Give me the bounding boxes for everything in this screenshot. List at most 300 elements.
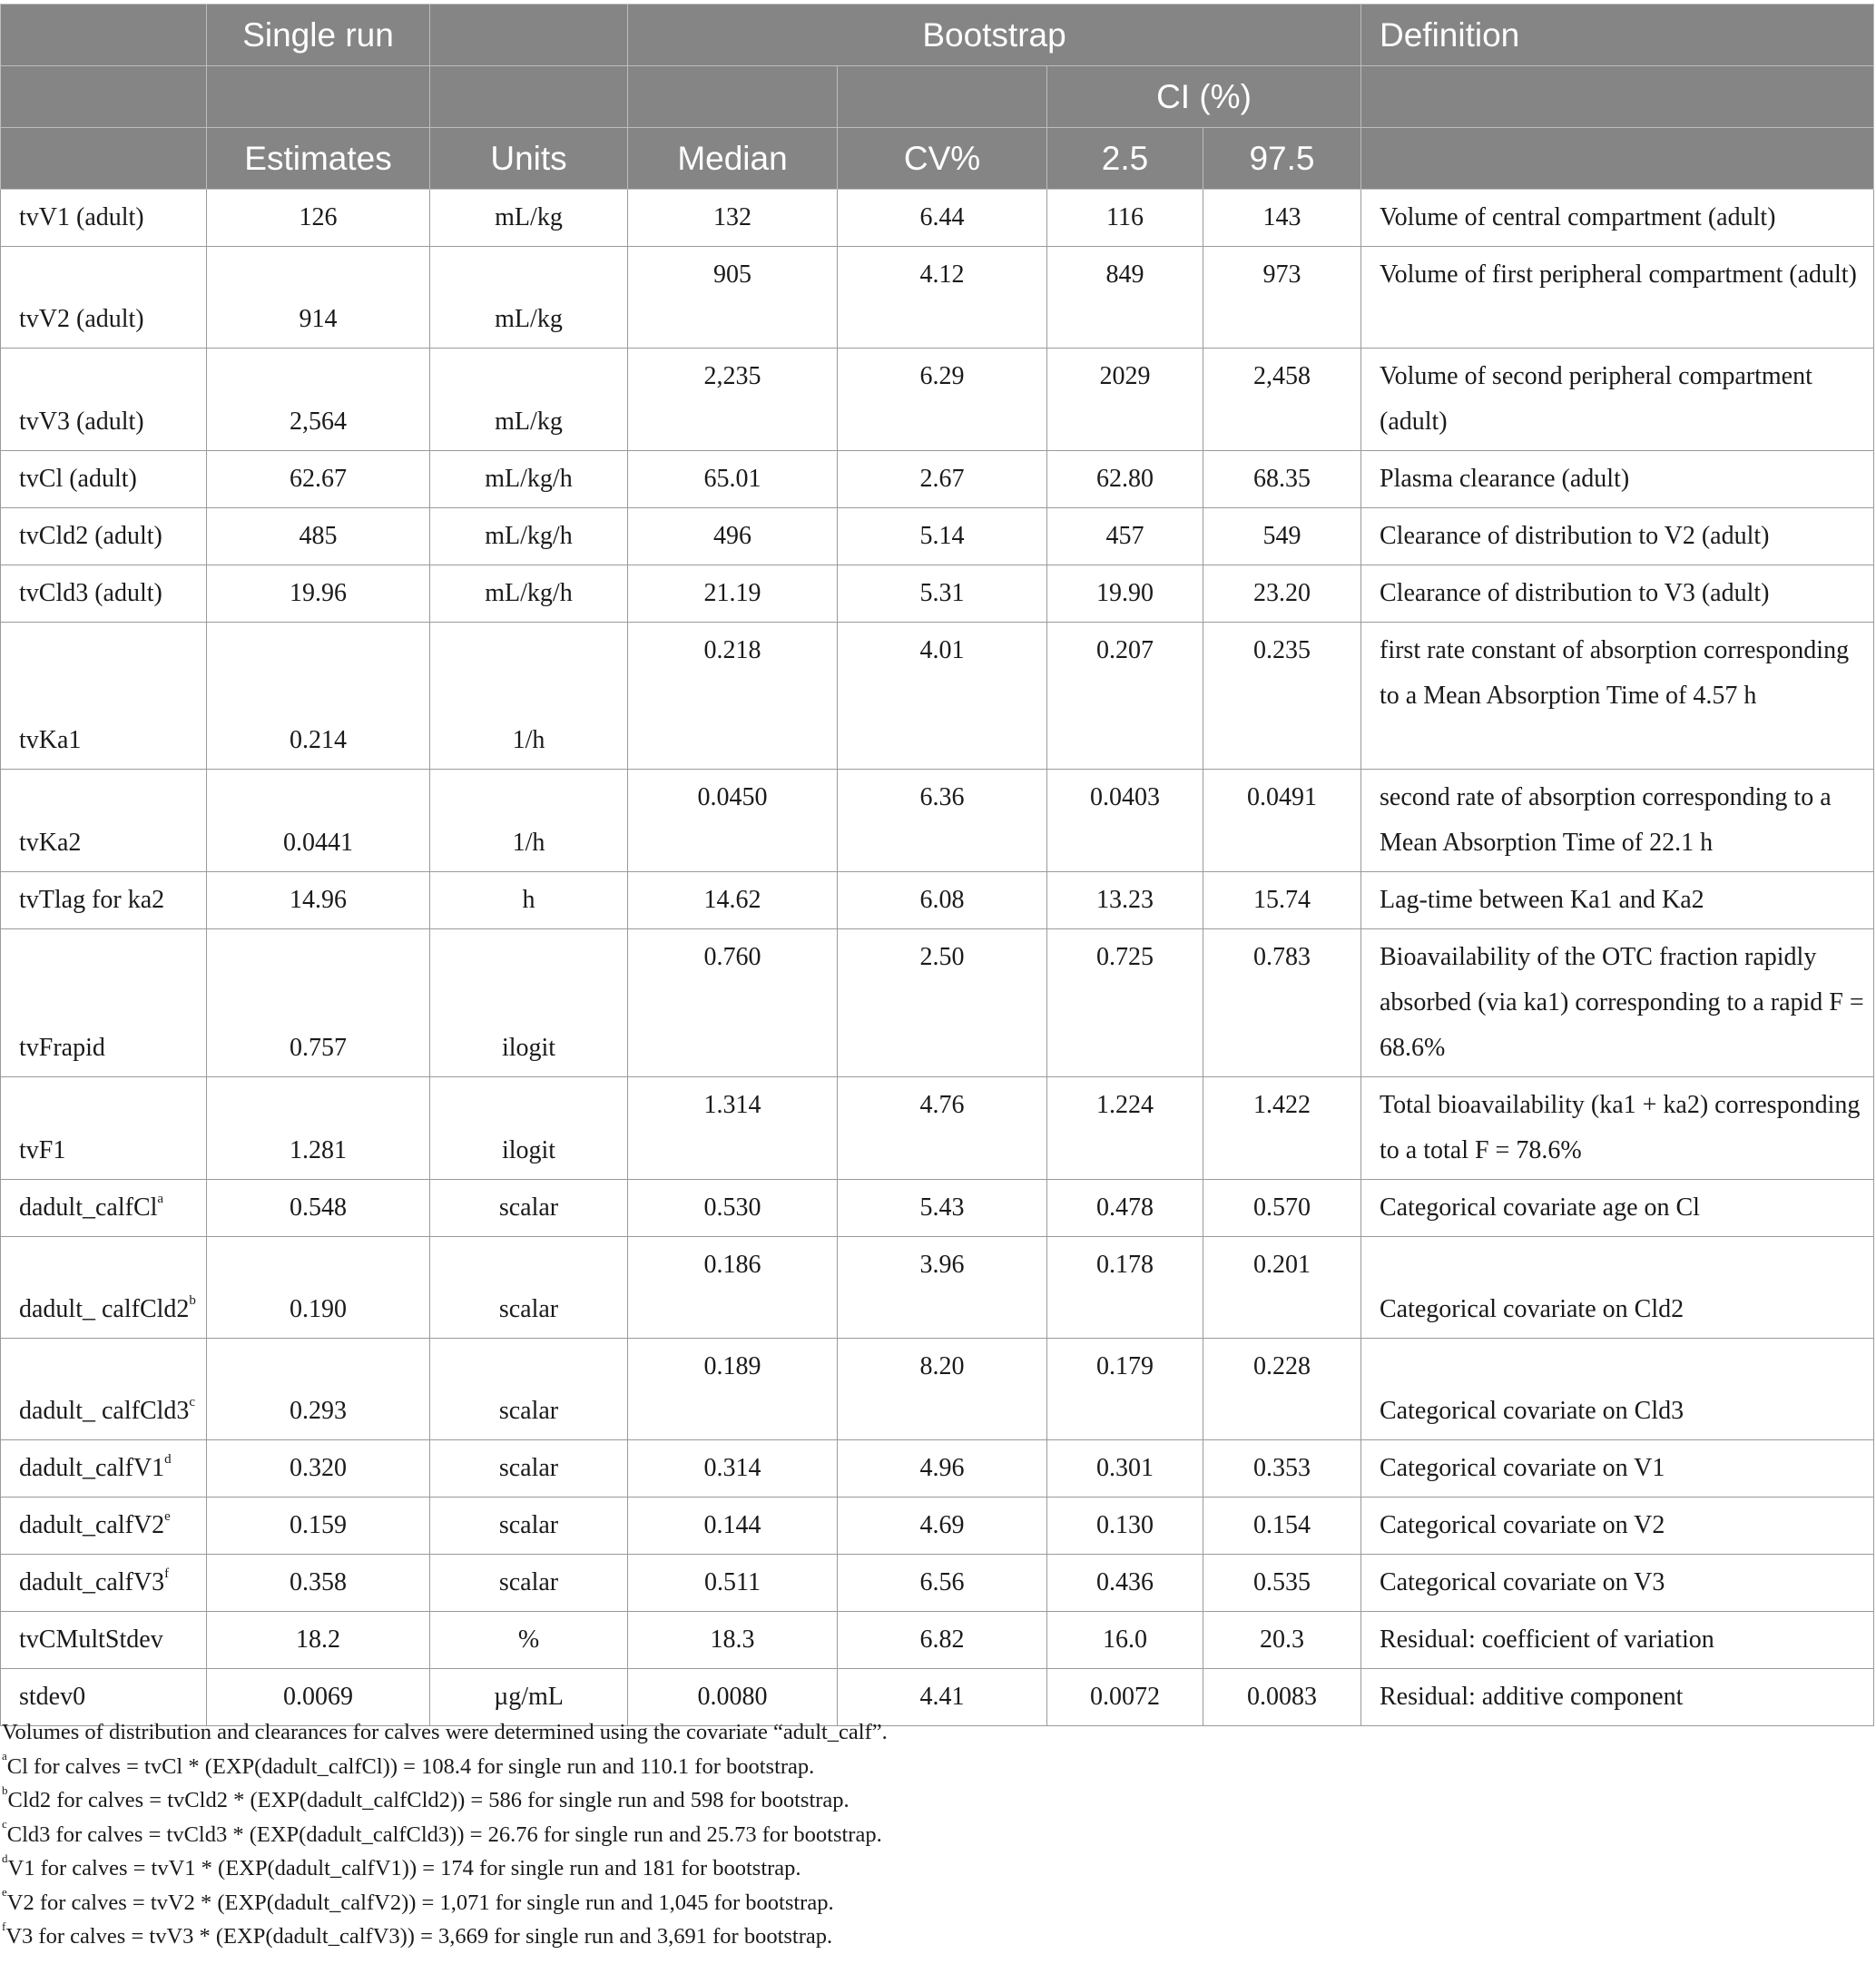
ci-upper-cell-value: 68.35 bbox=[1253, 465, 1311, 493]
table-header bbox=[1, 5, 1874, 190]
ci-upper-cell-value: 0.783 bbox=[1253, 943, 1311, 971]
header-blank bbox=[430, 5, 628, 66]
header-blank bbox=[838, 66, 1047, 128]
definition-text: Residual: additive component bbox=[1380, 1683, 1684, 1711]
median-cell-value: 0.144 bbox=[703, 1511, 761, 1539]
header-row-3 bbox=[1, 128, 1874, 190]
header-ci-lower: 2.5 bbox=[1047, 128, 1203, 190]
ci-lower-cell bbox=[1047, 1440, 1203, 1498]
estimate-cell-value: 0.548 bbox=[290, 1193, 347, 1222]
param-name-cell bbox=[1, 349, 207, 451]
definition-text: Volume of central compartment (adult) bbox=[1380, 203, 1776, 231]
cv-cell bbox=[838, 1555, 1047, 1612]
estimate-cell-value: 0.358 bbox=[290, 1568, 347, 1596]
param-name-text: tvCMultStdev bbox=[19, 1625, 163, 1654]
header-blank bbox=[1361, 128, 1874, 190]
param-name-text: tvTlag for ka2 bbox=[19, 886, 165, 914]
units-cell-value: % bbox=[517, 1625, 540, 1654]
estimate-cell-value: 0.159 bbox=[290, 1511, 347, 1539]
param-name-text: tvKa2 bbox=[19, 829, 82, 857]
ci-lower-cell bbox=[1047, 1180, 1203, 1237]
estimate-cell-value: 0.757 bbox=[290, 1034, 347, 1062]
median-cell-value: 0.0450 bbox=[697, 783, 768, 811]
ci-lower-cell bbox=[1047, 1077, 1203, 1180]
ci-upper-cell bbox=[1203, 1237, 1361, 1339]
ci-upper-cell bbox=[1203, 1180, 1361, 1237]
median-cell bbox=[628, 1612, 838, 1669]
param-name bbox=[19, 1440, 206, 1497]
footnote-marker: b bbox=[189, 1292, 196, 1308]
param-name-cell bbox=[1, 1180, 207, 1237]
footnote-marker: a bbox=[2, 1749, 7, 1763]
ci-upper-cell bbox=[1203, 190, 1361, 247]
definition-cell bbox=[1361, 770, 1874, 872]
ci-upper-cell bbox=[1203, 1077, 1361, 1180]
ci-upper-cell-value: 0.535 bbox=[1253, 1568, 1311, 1596]
footnote-line bbox=[2, 1851, 1871, 1886]
ci-upper-cell bbox=[1203, 623, 1361, 770]
definition-text: Clearance of distribution to V3 (adult) bbox=[1380, 579, 1770, 607]
param-name-cell bbox=[1, 623, 207, 770]
median-cell bbox=[628, 1440, 838, 1498]
param-name-text: dadult_ calfCld2 bbox=[19, 1295, 190, 1323]
ci-lower-cell-value: 1.224 bbox=[1096, 1091, 1154, 1119]
estimate-cell-value: 0.0069 bbox=[283, 1683, 353, 1711]
units-cell bbox=[430, 1498, 628, 1555]
table-footnotes bbox=[2, 1715, 1871, 1954]
ci-upper-cell bbox=[1203, 872, 1361, 929]
estimate-cell bbox=[207, 1339, 430, 1440]
median-cell bbox=[628, 929, 838, 1077]
definition-text: Categorical covariate on V1 bbox=[1380, 1454, 1665, 1482]
footnote-text: Volumes of distribution and clearances for calves were determined using the covariate “adult_calf”. bbox=[2, 1720, 888, 1744]
cv-cell-value: 6.36 bbox=[919, 783, 965, 811]
definition-cell bbox=[1361, 1498, 1874, 1555]
definition-cell bbox=[1361, 872, 1874, 929]
ci-upper-cell bbox=[1203, 247, 1361, 349]
param-name-cell bbox=[1, 770, 207, 872]
cv-cell bbox=[838, 1180, 1047, 1237]
estimate-cell bbox=[207, 623, 430, 770]
table-body bbox=[1, 190, 1874, 1726]
param-name bbox=[19, 872, 206, 928]
param-name bbox=[19, 1498, 206, 1554]
param-name bbox=[19, 1123, 206, 1179]
estimate-cell bbox=[207, 349, 430, 451]
param-name-cell bbox=[1, 1237, 207, 1339]
ci-upper-cell-value: 549 bbox=[1262, 522, 1301, 550]
ci-lower-cell-value: 457 bbox=[1105, 522, 1144, 550]
median-cell-value: 0.186 bbox=[703, 1251, 761, 1279]
units-cell-value: 1/h bbox=[512, 726, 545, 754]
ci-lower-cell bbox=[1047, 565, 1203, 623]
param-name-cell bbox=[1, 451, 207, 508]
cv-cell bbox=[838, 623, 1047, 770]
ci-lower-cell bbox=[1047, 1612, 1203, 1669]
cv-cell-value: 4.41 bbox=[919, 1683, 965, 1711]
cv-cell-value: 5.31 bbox=[919, 579, 965, 607]
table-row bbox=[1, 451, 1874, 508]
cv-cell bbox=[838, 872, 1047, 929]
footnote-marker: d bbox=[2, 1851, 8, 1865]
median-cell bbox=[628, 1498, 838, 1555]
cv-cell-value: 6.56 bbox=[919, 1568, 965, 1596]
footnote-marker: b bbox=[2, 1782, 8, 1797]
definition-text: Categorical covariate on V2 bbox=[1380, 1511, 1665, 1539]
table-row bbox=[1, 1498, 1874, 1555]
param-name-text: tvV2 (adult) bbox=[19, 305, 144, 333]
ci-lower-cell-value: 2029 bbox=[1099, 362, 1151, 390]
ci-upper-cell bbox=[1203, 451, 1361, 508]
ci-lower-cell bbox=[1047, 623, 1203, 770]
estimate-cell-value: 0.293 bbox=[290, 1397, 347, 1425]
table-row bbox=[1, 872, 1874, 929]
units-cell bbox=[430, 451, 628, 508]
units-cell bbox=[430, 247, 628, 349]
ci-lower-cell bbox=[1047, 929, 1203, 1077]
units-cell bbox=[430, 349, 628, 451]
header-single-run: Single run bbox=[207, 5, 430, 66]
definition-cell bbox=[1361, 1339, 1874, 1440]
cv-cell bbox=[838, 1498, 1047, 1555]
estimate-cell-value: 2,564 bbox=[290, 408, 347, 436]
ci-upper-cell bbox=[1203, 349, 1361, 451]
param-name-cell bbox=[1, 508, 207, 565]
header-ci: CI (%) bbox=[1047, 66, 1361, 128]
ci-lower-cell bbox=[1047, 872, 1203, 929]
header-blank bbox=[1, 128, 207, 190]
table-row bbox=[1, 1612, 1874, 1669]
estimate-cell-value: 62.67 bbox=[290, 465, 347, 493]
header-definition: Definition bbox=[1361, 5, 1874, 66]
estimate-cell-value: 0.190 bbox=[290, 1295, 347, 1323]
cv-cell bbox=[838, 1612, 1047, 1669]
units-cell bbox=[430, 565, 628, 623]
header-bootstrap: Bootstrap bbox=[628, 5, 1361, 66]
cv-cell bbox=[838, 247, 1047, 349]
units-cell bbox=[430, 508, 628, 565]
ci-lower-cell-value: 13.23 bbox=[1096, 886, 1154, 914]
param-name-text: dadult_ calfCld3 bbox=[19, 1397, 190, 1425]
ci-upper-cell-value: 143 bbox=[1262, 203, 1301, 231]
units-cell bbox=[430, 929, 628, 1077]
ci-upper-cell bbox=[1203, 565, 1361, 623]
param-name bbox=[19, 815, 206, 871]
header-blank bbox=[207, 66, 430, 128]
header-row-2 bbox=[1, 66, 1874, 128]
estimate-cell bbox=[207, 1440, 430, 1498]
ci-lower-cell bbox=[1047, 508, 1203, 565]
definition-text: Plasma clearance (adult) bbox=[1380, 465, 1630, 493]
footnote-line bbox=[2, 1783, 1871, 1818]
footnote-line bbox=[2, 1750, 1871, 1784]
header-blank bbox=[1, 5, 207, 66]
param-name-cell bbox=[1, 1498, 207, 1555]
ci-lower-cell bbox=[1047, 247, 1203, 349]
units-cell-value: ilogit bbox=[501, 1034, 556, 1062]
estimate-cell bbox=[207, 190, 430, 247]
param-name-cell bbox=[1, 1612, 207, 1669]
median-cell-value: 0.189 bbox=[703, 1352, 761, 1380]
definition-cell bbox=[1361, 1440, 1874, 1498]
header-ci-upper: 97.5 bbox=[1203, 128, 1361, 190]
cv-cell bbox=[838, 451, 1047, 508]
median-cell-value: 0.0080 bbox=[697, 1683, 768, 1711]
footnote-marker: f bbox=[2, 1919, 6, 1933]
median-cell bbox=[628, 508, 838, 565]
ci-lower-cell bbox=[1047, 1237, 1203, 1339]
definition-cell bbox=[1361, 565, 1874, 623]
header-blank bbox=[430, 66, 628, 128]
param-name bbox=[19, 1180, 206, 1236]
median-cell bbox=[628, 1180, 838, 1237]
cv-cell-value: 4.76 bbox=[919, 1091, 965, 1119]
ci-upper-cell-value: 2,458 bbox=[1253, 362, 1311, 390]
footnote-text: Cld2 for calves = tvCld2 * (EXP(dadult_calfCld2)) = 586 for single run and 598 for bootstrap. bbox=[7, 1788, 850, 1812]
estimate-cell-value: 19.96 bbox=[290, 579, 347, 607]
units-cell-value: h bbox=[522, 886, 535, 914]
ci-upper-cell bbox=[1203, 1498, 1361, 1555]
definition-text: Bioavailability of the OTC fraction rapidly absorbed (via ka1) corresponding to a rapid F = 68.6% bbox=[1380, 943, 1864, 1062]
footnote-marker: e bbox=[2, 1885, 7, 1900]
median-cell-value: 496 bbox=[713, 522, 751, 550]
definition-text: first rate constant of absorption corresponding to a Mean Absorption Time of 4.57 h bbox=[1380, 636, 1850, 710]
ci-lower-cell-value: 0.207 bbox=[1096, 636, 1154, 664]
cv-cell-value: 6.29 bbox=[919, 362, 965, 390]
param-name-cell bbox=[1, 929, 207, 1077]
estimate-cell bbox=[207, 1077, 430, 1180]
estimate-cell-value: 126 bbox=[299, 203, 338, 231]
param-name-text: tvF1 bbox=[19, 1136, 66, 1164]
param-name bbox=[19, 1383, 206, 1439]
ci-lower-cell-value: 0.301 bbox=[1096, 1454, 1154, 1482]
units-cell-value: ilogit bbox=[501, 1136, 556, 1164]
header-blank bbox=[1, 66, 207, 128]
units-cell-value: mL/kg/h bbox=[485, 465, 573, 493]
units-cell-value: scalar bbox=[498, 1397, 559, 1425]
definition-cell bbox=[1361, 929, 1874, 1077]
param-name-cell bbox=[1, 1077, 207, 1180]
footnote-marker: c bbox=[189, 1394, 196, 1409]
definition-text: Total bioavailability (ka1 + ka2) corresponding to a total F = 78.6% bbox=[1380, 1091, 1861, 1164]
table-row bbox=[1, 1339, 1874, 1440]
median-cell bbox=[628, 770, 838, 872]
footnote-marker: a bbox=[157, 1191, 164, 1206]
units-cell bbox=[430, 1339, 628, 1440]
definition-text: Categorical covariate on Cld3 bbox=[1380, 1397, 1684, 1425]
units-cell bbox=[430, 1612, 628, 1669]
units-cell bbox=[430, 1180, 628, 1237]
cv-cell-value: 4.69 bbox=[919, 1511, 965, 1539]
table-row bbox=[1, 508, 1874, 565]
table-row bbox=[1, 929, 1874, 1077]
param-name-text: dadult_calfV3 bbox=[19, 1568, 165, 1596]
param-name bbox=[19, 1612, 206, 1668]
ci-upper-cell-value: 0.235 bbox=[1253, 636, 1311, 664]
param-name bbox=[19, 190, 206, 246]
estimate-cell-value: 0.320 bbox=[290, 1454, 347, 1482]
table-row bbox=[1, 1237, 1874, 1339]
param-name bbox=[19, 565, 206, 622]
definition-cell bbox=[1361, 1180, 1874, 1237]
footnote-line bbox=[2, 1818, 1871, 1852]
ci-upper-cell bbox=[1203, 770, 1361, 872]
ci-lower-cell-value: 0.725 bbox=[1096, 943, 1154, 971]
table-row bbox=[1, 190, 1874, 247]
estimate-cell bbox=[207, 565, 430, 623]
units-cell bbox=[430, 1077, 628, 1180]
ci-lower-cell-value: 849 bbox=[1105, 260, 1144, 289]
units-cell-value: scalar bbox=[498, 1193, 559, 1222]
ci-upper-cell bbox=[1203, 1440, 1361, 1498]
param-name-text: tvV3 (adult) bbox=[19, 408, 144, 436]
median-cell-value: 21.19 bbox=[703, 579, 761, 607]
ci-lower-cell-value: 0.436 bbox=[1096, 1568, 1154, 1596]
param-name-text: tvCld3 (adult) bbox=[19, 579, 162, 607]
cv-cell bbox=[838, 1339, 1047, 1440]
table-row bbox=[1, 1180, 1874, 1237]
definition-cell bbox=[1361, 1612, 1874, 1669]
cv-cell-value: 6.44 bbox=[919, 203, 965, 231]
footnote-line bbox=[2, 1886, 1871, 1920]
definition-cell bbox=[1361, 190, 1874, 247]
definition-cell bbox=[1361, 451, 1874, 508]
ci-upper-cell-value: 1.422 bbox=[1253, 1091, 1311, 1119]
param-name-cell bbox=[1, 1555, 207, 1612]
median-cell bbox=[628, 1339, 838, 1440]
cv-cell bbox=[838, 929, 1047, 1077]
cv-cell-value: 2.50 bbox=[919, 943, 965, 971]
median-cell bbox=[628, 565, 838, 623]
ci-upper-cell-value: 0.570 bbox=[1253, 1193, 1311, 1222]
footnote-text: V2 for calves = tvV2 * (EXP(dadult_calfV2)) = 1,071 for single run and 1,045 for bootstrap. bbox=[6, 1890, 834, 1915]
estimate-cell-value: 0.214 bbox=[290, 726, 347, 754]
median-cell-value: 65.01 bbox=[703, 465, 761, 493]
table-row bbox=[1, 1555, 1874, 1612]
ci-upper-cell bbox=[1203, 1555, 1361, 1612]
ci-lower-cell-value: 0.0072 bbox=[1090, 1683, 1160, 1711]
cv-cell bbox=[838, 349, 1047, 451]
median-cell-value: 0.530 bbox=[703, 1193, 761, 1222]
median-cell bbox=[628, 623, 838, 770]
cv-cell bbox=[838, 565, 1047, 623]
ci-lower-cell bbox=[1047, 770, 1203, 872]
estimate-cell bbox=[207, 247, 430, 349]
ci-upper-cell-value: 0.0491 bbox=[1247, 783, 1317, 811]
units-cell bbox=[430, 190, 628, 247]
definition-cell bbox=[1361, 1237, 1874, 1339]
units-cell-value: scalar bbox=[498, 1454, 559, 1482]
table-row bbox=[1, 247, 1874, 349]
cv-cell-value: 5.43 bbox=[919, 1193, 965, 1222]
ci-upper-cell-value: 0.154 bbox=[1253, 1511, 1311, 1539]
median-cell-value: 905 bbox=[713, 260, 751, 289]
estimate-cell bbox=[207, 872, 430, 929]
ci-upper-cell-value: 0.228 bbox=[1253, 1352, 1311, 1380]
param-name bbox=[19, 451, 206, 507]
footnote-text: Cld3 for calves = tvCld3 * (EXP(dadult_calfCld3)) = 26.76 for single run and 25.73 for bootstrap. bbox=[6, 1822, 882, 1847]
cv-cell bbox=[838, 770, 1047, 872]
ci-upper-cell-value: 973 bbox=[1262, 260, 1301, 289]
cv-cell-value: 8.20 bbox=[919, 1352, 965, 1380]
definition-text: Lag-time between Ka1 and Ka2 bbox=[1380, 886, 1704, 914]
cv-cell-value: 6.08 bbox=[919, 886, 965, 914]
ci-upper-cell bbox=[1203, 1339, 1361, 1440]
header-blank bbox=[628, 66, 838, 128]
header-row-1 bbox=[1, 5, 1874, 66]
estimate-cell bbox=[207, 508, 430, 565]
median-cell-value: 0.760 bbox=[703, 943, 761, 971]
footnote-text: V3 for calves = tvV3 * (EXP(dadult_calfV3)) = 3,669 for single run and 3,691 for bootstrap. bbox=[5, 1924, 833, 1949]
footnote-marker: d bbox=[164, 1451, 172, 1467]
units-cell bbox=[430, 623, 628, 770]
estimate-cell bbox=[207, 1555, 430, 1612]
estimate-cell bbox=[207, 1612, 430, 1669]
definition-cell bbox=[1361, 349, 1874, 451]
median-cell-value: 0.314 bbox=[703, 1454, 761, 1482]
definition-cell bbox=[1361, 247, 1874, 349]
ci-upper-cell-value: 15.74 bbox=[1253, 886, 1311, 914]
param-name-cell bbox=[1, 1440, 207, 1498]
ci-lower-cell bbox=[1047, 1339, 1203, 1440]
definition-cell bbox=[1361, 623, 1874, 770]
footnote-line bbox=[2, 1715, 1871, 1750]
cv-cell bbox=[838, 1077, 1047, 1180]
definition-text: Clearance of distribution to V2 (adult) bbox=[1380, 522, 1770, 550]
cv-cell-value: 2.67 bbox=[919, 465, 965, 493]
param-name-cell bbox=[1, 872, 207, 929]
units-cell-value: µg/mL bbox=[494, 1683, 564, 1711]
estimate-cell-value: 1.281 bbox=[290, 1136, 347, 1164]
median-cell bbox=[628, 872, 838, 929]
cv-cell-value: 3.96 bbox=[919, 1251, 965, 1279]
definition-text: Categorical covariate on V3 bbox=[1380, 1568, 1665, 1596]
ci-lower-cell-value: 62.80 bbox=[1096, 465, 1154, 493]
header-estimates: Estimates bbox=[207, 128, 430, 190]
param-name-text: tvCld2 (adult) bbox=[19, 522, 162, 550]
ci-lower-cell bbox=[1047, 190, 1203, 247]
cv-cell bbox=[838, 1440, 1047, 1498]
param-name-cell bbox=[1, 565, 207, 623]
definition-cell bbox=[1361, 1077, 1874, 1180]
ci-upper-cell bbox=[1203, 1612, 1361, 1669]
units-cell-value: scalar bbox=[498, 1568, 559, 1596]
param-name-text: dadult_calfV2 bbox=[19, 1511, 165, 1539]
definition-text: Residual: coefficient of variation bbox=[1380, 1625, 1714, 1654]
units-cell-value: mL/kg bbox=[495, 305, 563, 333]
param-name-text: tvKa1 bbox=[19, 726, 82, 754]
estimate-cell bbox=[207, 1498, 430, 1555]
param-name-cell bbox=[1, 247, 207, 349]
param-name-text: dadult_calfCl bbox=[19, 1193, 158, 1222]
ci-lower-cell-value: 116 bbox=[1106, 203, 1144, 231]
median-cell bbox=[628, 1237, 838, 1339]
units-cell-value: 1/h bbox=[512, 829, 545, 857]
estimate-cell bbox=[207, 929, 430, 1077]
definition-text: Volume of second peripheral compartment (adult) bbox=[1380, 362, 1812, 436]
footnote-marker: c bbox=[2, 1817, 7, 1831]
param-name bbox=[19, 291, 206, 348]
units-cell bbox=[430, 1555, 628, 1612]
ci-lower-cell-value: 0.179 bbox=[1096, 1352, 1154, 1380]
param-name-text: tvFrapid bbox=[19, 1034, 105, 1062]
units-cell bbox=[430, 1440, 628, 1498]
ci-lower-cell-value: 0.178 bbox=[1096, 1251, 1154, 1279]
ci-upper-cell bbox=[1203, 508, 1361, 565]
ci-lower-cell-value: 19.90 bbox=[1096, 579, 1154, 607]
footnote-text: V1 for calves = tvV1 * (EXP(dadult_calfV1)) = 174 for single run and 181 for bootstrap. bbox=[7, 1856, 801, 1881]
median-cell-value: 2,235 bbox=[703, 362, 761, 390]
